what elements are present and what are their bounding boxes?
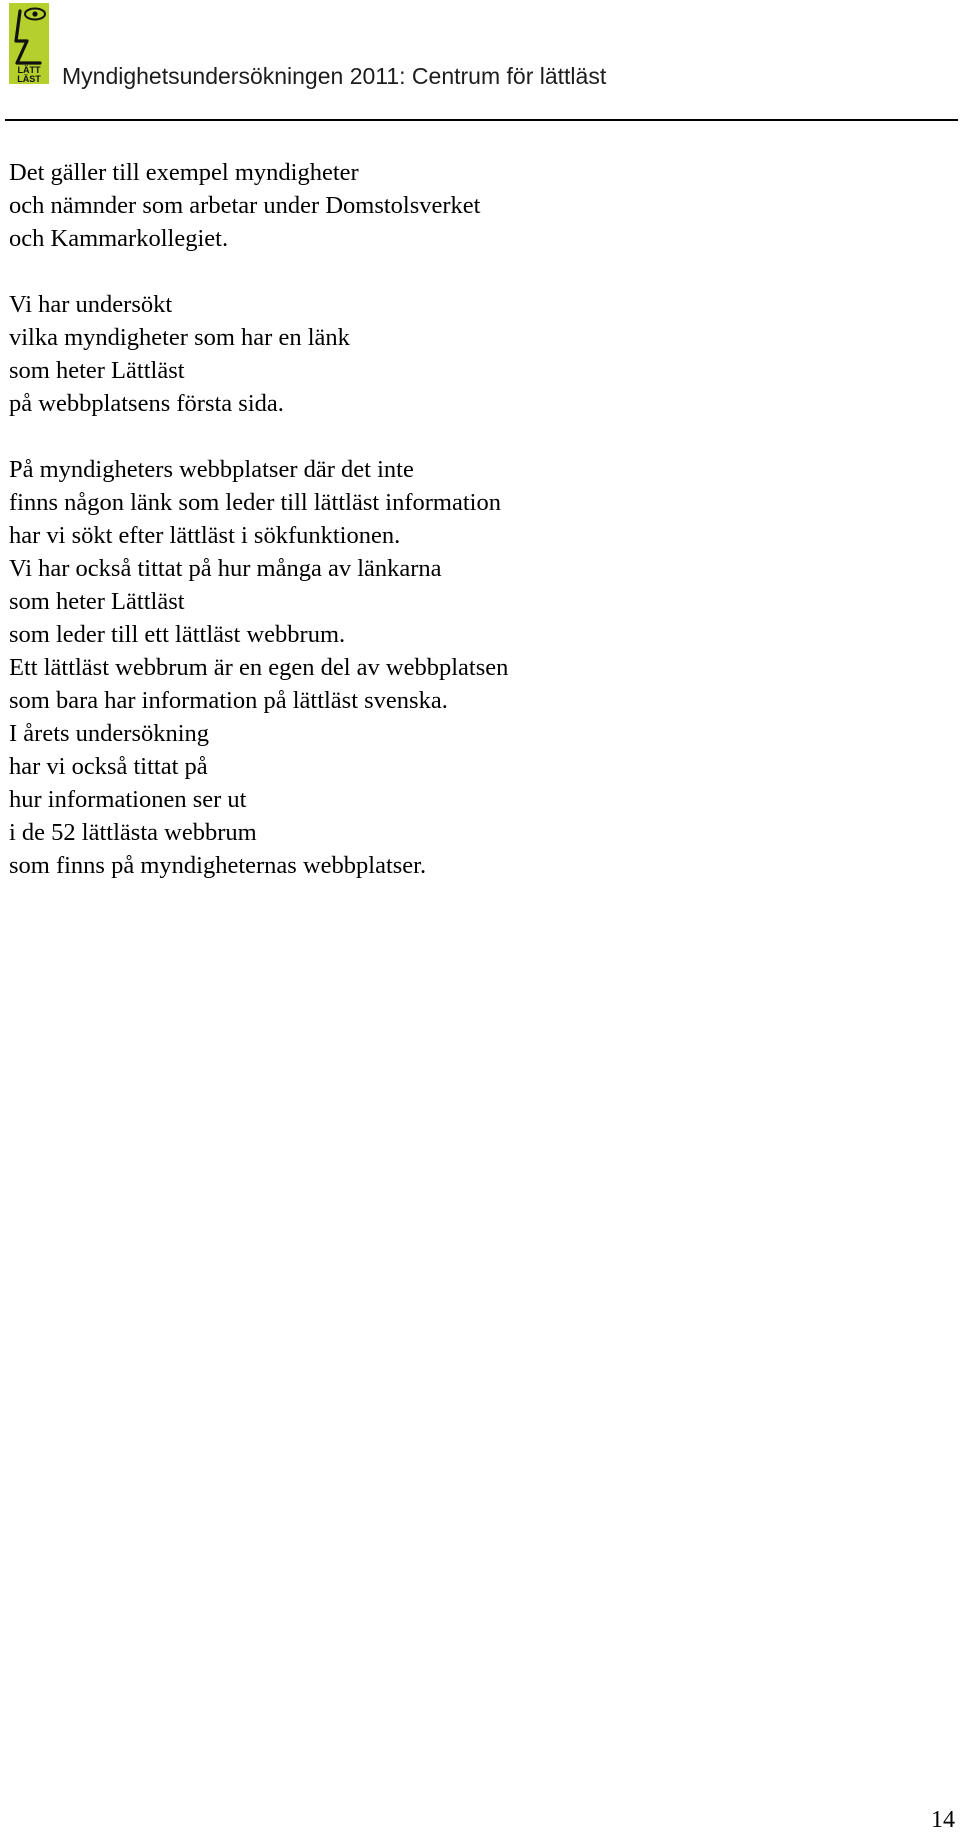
paragraph-spacer [9,420,939,453]
document-body [9,156,939,882]
text-line: Ett lättläst webbrum är en egen del av webbplatsen [9,654,509,681]
text-line: finns någon länk som leder till lättläst information [9,489,501,516]
text-line: som bara har information på lättläst svenska. [9,687,448,714]
text-line: hur informationen ser ut [9,786,247,813]
text-line: som finns på myndigheternas webbplatser. [9,852,427,879]
text-line: Vi har undersökt [9,291,173,318]
text-line: som heter Lättläst [9,357,185,384]
paragraph-2 [9,288,939,420]
lattlast-logo-icon [9,3,49,84]
text-line: har vi sökt efter lättläst i sökfunktionen. [9,522,401,549]
text-line: På myndigheters webbplatser där det inte [9,456,414,483]
page-number: 14 [931,1807,955,1833]
text-line: och nämnder som arbetar under Domstolsverket [9,192,481,219]
text-line: har vi också tittat på [9,753,208,780]
document-header-title: Myndighetsundersökningen 2011: Centrum för lättläst [62,63,607,89]
text-line: som leder till ett lättläst webbrum. [9,621,346,648]
header-divider [5,119,958,121]
page-header [0,0,960,124]
text-line: vilka myndigheter som har en länk [9,324,350,351]
text-line: på webbplatsens första sida. [9,390,284,417]
text-line: som heter Lättläst [9,588,185,615]
logo-text-bottom: LÄST [17,74,41,84]
paragraph-3 [9,453,939,882]
text-line: Det gäller till exempel myndigheter [9,159,359,186]
text-line: och Kammarkollegiet. [9,225,229,252]
paragraph-1 [9,156,939,255]
text-line: Vi har också tittat på hur många av länkarna [9,555,442,582]
logo-text-top: LÄTT [17,65,41,75]
paragraph-spacer [9,255,939,288]
text-line: I årets undersökning [9,720,210,747]
text-line: i de 52 lättlästa webbrum [9,819,257,846]
